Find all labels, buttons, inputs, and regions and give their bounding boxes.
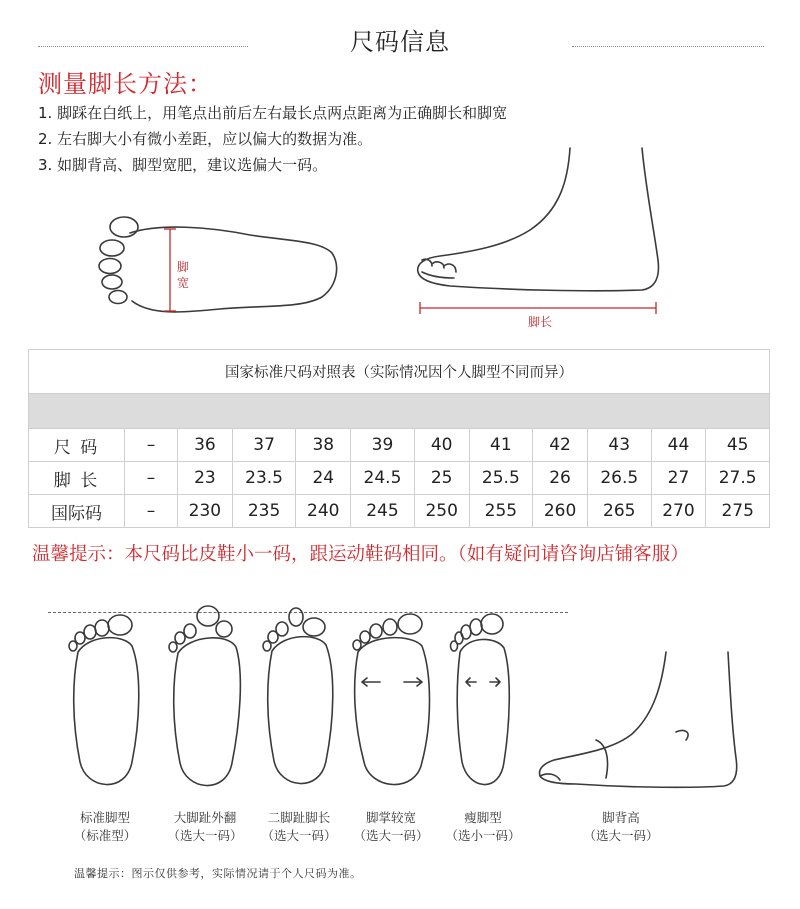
foot-side-illustration xyxy=(410,140,670,330)
foot-type-advice: （选大一码） xyxy=(583,828,659,843)
foot-sole-illustration xyxy=(90,205,350,325)
slim-foot-icon xyxy=(448,610,518,804)
foot-type-name: 二脚趾脚长 xyxy=(267,810,331,825)
foot-width-label xyxy=(177,259,189,291)
foot-type-standard xyxy=(50,809,160,845)
intl-size-cell: 245 xyxy=(351,495,415,528)
size-cell: 40 xyxy=(414,429,469,462)
foot-length-cell: 26.5 xyxy=(587,462,651,495)
bunion-foot-icon xyxy=(166,603,246,803)
foot-length-cell: 25 xyxy=(414,462,469,495)
size-cell: 37 xyxy=(232,429,296,462)
size-row-dash: – xyxy=(125,429,178,462)
size-notice: 温馨提示：本尺码比皮鞋小一码，跟运动鞋码相同。（如有疑问请咨询店铺客服） xyxy=(32,544,689,565)
size-row-label: 尺 码 xyxy=(29,429,125,462)
size-cell: 39 xyxy=(351,429,415,462)
size-cell: 45 xyxy=(706,429,770,462)
intl-size-row xyxy=(29,495,770,528)
size-chart-band xyxy=(29,394,770,429)
standard-foot-icon xyxy=(66,612,146,802)
intl-size-row-dash: – xyxy=(125,495,178,528)
foot-type-advice: （选小一码） xyxy=(445,828,521,843)
foot-type-advice: （选大一码） xyxy=(261,828,337,843)
foot-type-advice: （选大一码） xyxy=(167,828,243,843)
foot-type-name: 脚背高 xyxy=(602,810,640,825)
intl-size-cell: 230 xyxy=(178,495,233,528)
wide-foot-icon xyxy=(350,610,434,804)
foot-length-label: 脚长 xyxy=(528,315,553,329)
intl-size-cell: 265 xyxy=(587,495,651,528)
foot-width-char-2: 宽 xyxy=(177,276,190,290)
intl-size-row-label: 国际码 xyxy=(29,495,125,528)
size-cell: 36 xyxy=(178,429,233,462)
size-cell: 43 xyxy=(587,429,651,462)
high-instep-foot-icon xyxy=(536,648,756,798)
size-cell: 42 xyxy=(533,429,588,462)
foot-type-name: 标准脚型 xyxy=(79,810,130,825)
foot-type-name: 脚掌较宽 xyxy=(365,810,416,825)
size-chart-table xyxy=(28,349,770,528)
size-cell: 38 xyxy=(296,429,351,462)
foot-width-char-1: 脚 xyxy=(177,260,190,274)
foot-length-row-label: 脚 长 xyxy=(29,462,125,495)
long-second-toe-foot-icon xyxy=(260,605,340,803)
foot-length-cell: 24.5 xyxy=(351,462,415,495)
foot-type-advice: （标准型） xyxy=(73,828,137,843)
page-title: 尺码信息 xyxy=(350,28,450,56)
size-row xyxy=(29,429,770,462)
foot-length-cell: 25.5 xyxy=(469,462,533,495)
foot-length-cell: 26 xyxy=(533,462,588,495)
foot-length-cell: 27 xyxy=(651,462,706,495)
foot-length-row xyxy=(29,462,770,495)
size-cell: 41 xyxy=(469,429,533,462)
foot-length-cell: 23.5 xyxy=(232,462,296,495)
measure-method-heading: 测量脚长方法： xyxy=(38,70,213,98)
intl-size-cell: 240 xyxy=(296,495,351,528)
foot-type-name: 大脚趾外翻 xyxy=(173,810,237,825)
intl-size-cell: 260 xyxy=(533,495,588,528)
intl-size-cell: 275 xyxy=(706,495,770,528)
size-chart-caption: 国家标准尺码对照表（实际情况因个人脚型不同而异） xyxy=(29,350,770,394)
intl-size-cell: 270 xyxy=(651,495,706,528)
foot-length-cell: 24 xyxy=(296,462,351,495)
foot-type-slim xyxy=(428,809,538,845)
instruction-1: 1. 脚踩在白纸上，用笔点出前后左右最长点两点距离为正确脚长和脚宽 xyxy=(38,104,508,122)
foot-length-cell: 23 xyxy=(178,462,233,495)
size-cell: 44 xyxy=(651,429,706,462)
foot-type-high-instep xyxy=(566,809,676,845)
instruction-2: 2. 左右脚大小有微小差距，应以偏大的数据为准。 xyxy=(38,130,373,148)
foot-type-name: 瘦脚型 xyxy=(464,810,502,825)
foot-length-cell: 27.5 xyxy=(706,462,770,495)
foot-type-advice: （选大一码） xyxy=(353,828,429,843)
intl-size-cell: 255 xyxy=(469,495,533,528)
reference-note: 温馨提示：图示仅供参考，实际情况请于个人尺码为准。 xyxy=(74,867,362,880)
foot-length-row-dash: – xyxy=(125,462,178,495)
instruction-3: 3. 如脚背高、脚型宽肥，建议选偏大一码。 xyxy=(38,156,328,174)
intl-size-cell: 250 xyxy=(414,495,469,528)
intl-size-cell: 235 xyxy=(232,495,296,528)
